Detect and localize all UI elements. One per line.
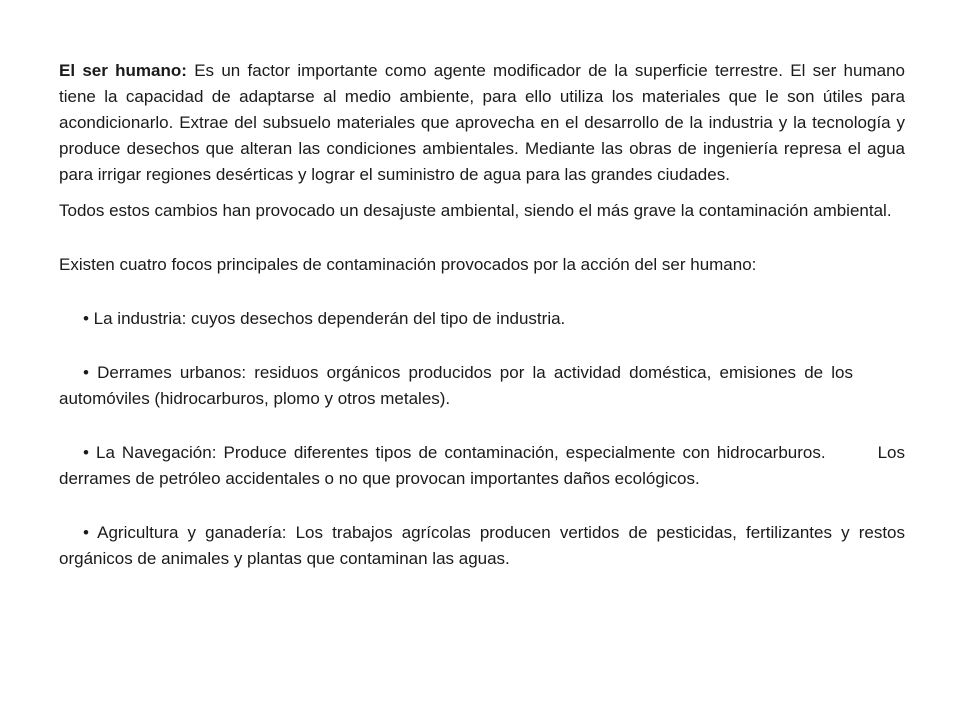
focos-intro-paragraph: Existen cuatro focos principales de contaminación provocados por la acción del ser humano: — [59, 255, 757, 274]
bullet-icon: • — [83, 309, 89, 328]
bullet-icon: • — [83, 443, 89, 462]
intro-paragraph — [59, 58, 905, 188]
bullet-item-agricultura — [59, 520, 905, 572]
bullet-text: La Navegación: Produce diferentes tipos de contaminación, especialmente con hidrocarburos. — [88, 443, 826, 462]
document-page — [59, 58, 905, 572]
cambios-paragraph: Todos estos cambios han provocado un desajuste ambiental, siendo el más grave la contaminación ambiental. — [59, 201, 892, 220]
bullet-text-continued: Los derrames de petróleo accidentales o no que provocan importantes daños ecológicos. — [59, 443, 905, 488]
bullet-text: Agricultura y ganadería: Los trabajos agrícolas producen vertidos de pesticidas, fertilizantes y restos orgánicos de animales y plantas que contaminan las aguas. — [59, 523, 905, 568]
intro-term: El ser humano: — [59, 61, 187, 80]
bullet-item-industria — [59, 306, 905, 332]
bullet-icon: • — [83, 523, 89, 542]
bullet-text: La industria: cuyos desechos dependerán del tipo de industria. — [88, 309, 566, 328]
intro-text: Es un factor importante como agente modificador de la superficie terrestre. El ser humano tiene la capacidad de adaptarse al medio ambiente, para ello utiliza los materiales que le son útiles para acondicionarlo. Extrae del subsuelo materiales que aprovecha en el desarrollo de la industria y la tecnología y produce desechos que alteran las condiciones ambientales. Mediante las obras de ingeniería represa el agua para irrigar regiones desérticas y lograr el suministro de agua para las grandes ciudades. — [59, 61, 905, 184]
bullet-text: Derrames urbanos: residuos orgánicos producidos por la actividad doméstica, emisiones de los — [88, 363, 853, 382]
bullet-icon: • — [83, 363, 89, 382]
bullet-text-continued: automóviles (hidrocarburos, plomo y otros metales). — [59, 389, 451, 408]
bullet-item-navegacion — [59, 440, 905, 492]
bullet-item-derrames-urbanos — [59, 360, 905, 412]
